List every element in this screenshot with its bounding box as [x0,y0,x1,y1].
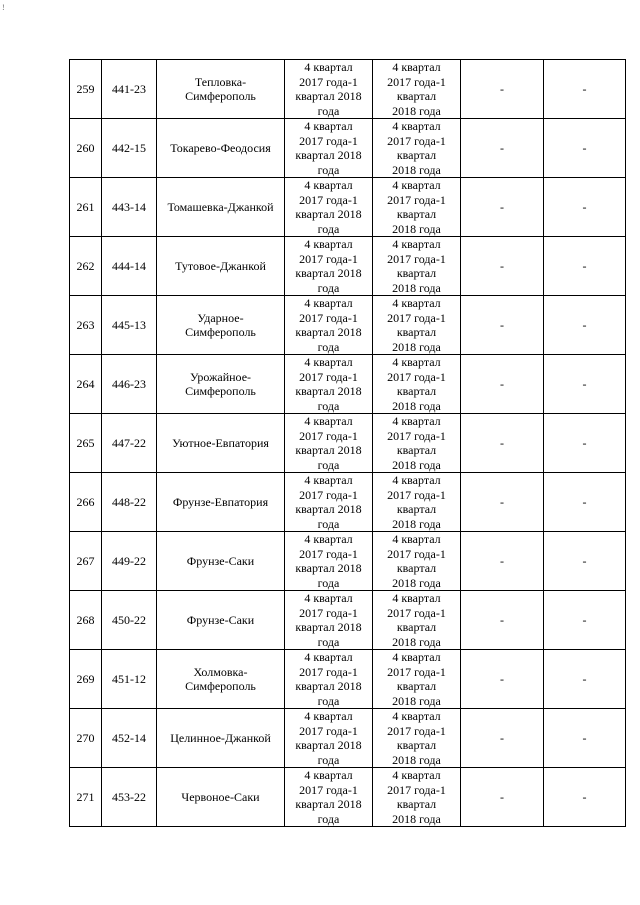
end-period-cell-line: квартал [396,620,437,634]
route-name-cell [157,768,285,827]
end-period-cell-line: 2017 года-1 [387,782,446,797]
start-period-cell [285,178,373,237]
row-number-cell: 262 [70,237,102,296]
table-row [70,650,626,709]
start-period-cell [285,414,373,473]
start-period-cell [285,237,373,296]
end-period-cell-line: 2018 года [392,634,441,649]
start-period-cell-line: 2017 года-1 [299,664,358,679]
end-period-cell-line: 2018 года [392,693,441,708]
start-period-cell-line: квартал 2018 [295,797,362,811]
table-row [70,119,626,178]
table-row [70,591,626,650]
table-row [70,473,626,532]
route-name-cell [157,60,285,119]
end-period-cell-line: 2017 года-1 [387,664,446,679]
end-period-cell [373,60,461,119]
row-number-cell: 263 [70,296,102,355]
route-code-cell: 452-14 [102,709,157,768]
column-6-cell: - [461,296,544,355]
route-code-cell: 446-23 [102,355,157,414]
end-period-cell-line: квартал [396,679,437,693]
start-period-cell [285,119,373,178]
start-period-cell [285,532,373,591]
end-period-cell-line: квартал [396,502,437,516]
column-6-cell: - [461,237,544,296]
page-margin-mark: ! [2,3,5,12]
route-name-cell-line: Тутовое-Джанкой [175,258,266,273]
end-period-cell-line: 2017 года-1 [387,369,446,384]
end-period-cell [373,119,461,178]
route-name-cell [157,414,285,473]
end-period-cell-line: 2017 года-1 [387,251,446,266]
route-name-cell [157,650,285,709]
start-period-cell-line: 4 квартал [304,768,353,782]
end-period-cell-line: квартал [396,384,437,398]
start-period-cell-line: 2017 года-1 [299,74,358,89]
end-period-cell-line: 2017 года-1 [387,723,446,738]
table-row [70,532,626,591]
route-name-cell-line: Целинное-Джанкой [170,730,271,745]
start-period-cell-line: квартал 2018 [295,384,362,398]
start-period-cell-line: 2017 года-1 [299,428,358,443]
end-period-cell-line: 2018 года [392,811,441,826]
start-period-cell-line: 2017 года-1 [299,782,358,797]
end-period-cell-line: 4 квартал [392,296,441,310]
column-6-cell: - [461,60,544,119]
start-period-cell-line: года [317,280,340,295]
route-name-cell-line: Симферополь [185,89,256,103]
end-period-cell-line: 4 квартал [392,768,441,782]
end-period-cell-line: квартал [396,325,437,339]
start-period-cell-line: года [317,457,340,472]
row-number-cell: 260 [70,119,102,178]
start-period-cell-line: года [317,516,340,531]
end-period-cell-line: 2018 года [392,575,441,590]
route-name-cell-line: Урожайное- [189,369,252,384]
end-period-cell-line: 2018 года [392,398,441,413]
column-6-cell: - [461,709,544,768]
end-period-cell-line: 4 квартал [392,414,441,428]
table-row [70,60,626,119]
table-row [70,414,626,473]
route-name-cell-line: Фрунзе-Евпатория [172,494,269,509]
end-period-cell [373,296,461,355]
route-name-cell-line: Томашевка-Джанкой [167,199,274,214]
column-7-cell: - [544,237,626,296]
column-7-cell: - [544,650,626,709]
end-period-cell-line: 2018 года [392,339,441,354]
column-7-cell: - [544,473,626,532]
end-period-cell-line: квартал [396,148,437,162]
start-period-cell-line: квартал 2018 [295,207,362,221]
row-number-cell: 259 [70,60,102,119]
route-code-cell: 450-22 [102,591,157,650]
column-7-cell: - [544,119,626,178]
column-7-cell: - [544,355,626,414]
end-period-cell-line: 2017 года-1 [387,487,446,502]
start-period-cell-line: квартал 2018 [295,266,362,280]
row-number-cell: 265 [70,414,102,473]
start-period-cell-line: 4 квартал [304,591,353,605]
route-name-cell-line: Симферополь [185,325,256,339]
start-period-cell-line: года [317,575,340,590]
end-period-cell-line: 4 квартал [392,178,441,192]
start-period-cell-line: квартал 2018 [295,620,362,634]
route-name-cell-line: Ударное- [197,310,244,325]
end-period-cell [373,178,461,237]
start-period-cell-line: квартал 2018 [295,679,362,693]
start-period-cell-line: квартал 2018 [295,148,362,162]
column-6-cell: - [461,473,544,532]
start-period-cell-line: 2017 года-1 [299,310,358,325]
route-code-cell: 447-22 [102,414,157,473]
start-period-cell [285,355,373,414]
end-period-cell-line: квартал [396,738,437,752]
column-6-cell: - [461,119,544,178]
column-7-cell: - [544,178,626,237]
start-period-cell-line: 2017 года-1 [299,251,358,266]
end-period-cell-line: квартал [396,561,437,575]
end-period-cell [373,709,461,768]
end-period-cell-line: 2018 года [392,457,441,472]
start-period-cell [285,591,373,650]
column-6-cell: - [461,414,544,473]
start-period-cell-line: года [317,634,340,649]
route-name-cell-line: Тепловка- [194,74,247,89]
start-period-cell-line: 2017 года-1 [299,487,358,502]
end-period-cell [373,650,461,709]
route-name-cell [157,237,285,296]
end-period-cell-line: 2018 года [392,162,441,177]
end-period-cell-line: 2017 года-1 [387,74,446,89]
start-period-cell [285,709,373,768]
route-name-cell-line: Симферополь [185,679,256,693]
row-number-cell: 268 [70,591,102,650]
start-period-cell-line: квартал 2018 [295,561,362,575]
start-period-cell-line: квартал 2018 [295,738,362,752]
end-period-cell-line: 4 квартал [392,650,441,664]
start-period-cell-line: 4 квартал [304,414,353,428]
start-period-cell-line: 4 квартал [304,296,353,310]
route-code-cell: 444-14 [102,237,157,296]
table-row [70,355,626,414]
start-period-cell-line: 2017 года-1 [299,605,358,620]
start-period-cell-line: 2017 года-1 [299,546,358,561]
start-period-cell [285,768,373,827]
route-code-cell: 445-13 [102,296,157,355]
route-name-cell [157,591,285,650]
end-period-cell-line: 4 квартал [392,60,441,74]
row-number-cell: 261 [70,178,102,237]
route-code-cell: 441-23 [102,60,157,119]
end-period-cell-line: 4 квартал [392,119,441,133]
route-code-cell: 442-15 [102,119,157,178]
row-number-cell: 271 [70,768,102,827]
table-row [70,296,626,355]
start-period-cell-line: 2017 года-1 [299,192,358,207]
start-period-cell-line: года [317,221,340,236]
end-period-cell [373,532,461,591]
end-period-cell-line: 2017 года-1 [387,192,446,207]
end-period-cell [373,591,461,650]
start-period-cell-line: 2017 года-1 [299,133,358,148]
row-number-cell: 270 [70,709,102,768]
start-period-cell-line: 4 квартал [304,650,353,664]
start-period-cell-line: 4 квартал [304,355,353,369]
start-period-cell-line: 4 квартал [304,178,353,192]
start-period-cell-line: 4 квартал [304,532,353,546]
start-period-cell-line: квартал 2018 [295,502,362,516]
route-name-cell [157,709,285,768]
start-period-cell-line: года [317,398,340,413]
end-period-cell-line: 2017 года-1 [387,428,446,443]
end-period-cell-line: 4 квартал [392,473,441,487]
start-period-cell-line: квартал 2018 [295,89,362,103]
end-period-cell-line: квартал [396,443,437,457]
route-name-cell [157,119,285,178]
column-6-cell: - [461,650,544,709]
column-7-cell: - [544,532,626,591]
end-period-cell-line: квартал [396,266,437,280]
end-period-cell-line: 2018 года [392,280,441,295]
column-7-cell: - [544,296,626,355]
table-row [70,178,626,237]
end-period-cell-line: 4 квартал [392,709,441,723]
end-period-cell-line: 2017 года-1 [387,605,446,620]
row-number-cell: 269 [70,650,102,709]
route-name-cell [157,473,285,532]
start-period-cell-line: 4 квартал [304,237,353,251]
end-period-cell-line: 4 квартал [392,355,441,369]
column-7-cell: - [544,60,626,119]
end-period-cell [373,414,461,473]
column-7-cell: - [544,768,626,827]
table-body [70,60,626,827]
end-period-cell [373,473,461,532]
route-name-cell-line: Червоное-Саки [181,789,260,804]
end-period-cell-line: 2018 года [392,752,441,767]
start-period-cell-line: 4 квартал [304,473,353,487]
start-period-cell [285,650,373,709]
end-period-cell [373,768,461,827]
route-name-cell [157,296,285,355]
route-name-cell-line: Токарево-Феодосия [170,140,271,155]
start-period-cell-line: 4 квартал [304,119,353,133]
route-code-cell: 448-22 [102,473,157,532]
route-code-cell: 443-14 [102,178,157,237]
end-period-cell-line: 2018 года [392,103,441,118]
end-period-cell-line: квартал [396,207,437,221]
end-period-cell [373,355,461,414]
table-row [70,237,626,296]
end-period-cell [373,237,461,296]
route-name-cell-line: Холмовка- [193,664,248,679]
row-number-cell: 266 [70,473,102,532]
route-name-cell-line: Фрунзе-Саки [186,612,255,627]
start-period-cell [285,473,373,532]
route-name-cell-line: Симферополь [185,384,256,398]
column-6-cell: - [461,355,544,414]
route-code-cell: 453-22 [102,768,157,827]
start-period-cell [285,60,373,119]
row-number-cell: 267 [70,532,102,591]
end-period-cell-line: 2017 года-1 [387,133,446,148]
end-period-cell-line: квартал [396,797,437,811]
start-period-cell-line: года [317,103,340,118]
column-6-cell: - [461,768,544,827]
route-name-cell-line: Уютное-Евпатория [172,435,269,450]
start-period-cell-line: года [317,811,340,826]
end-period-cell-line: 2018 года [392,221,441,236]
column-7-cell: - [544,591,626,650]
route-name-cell [157,532,285,591]
end-period-cell-line: 4 квартал [392,591,441,605]
column-7-cell: - [544,709,626,768]
end-period-cell-line: 4 квартал [392,532,441,546]
route-code-cell: 449-22 [102,532,157,591]
route-name-cell [157,355,285,414]
start-period-cell-line: 4 квартал [304,709,353,723]
end-period-cell-line: квартал [396,89,437,103]
end-period-cell-line: 4 квартал [392,237,441,251]
row-number-cell: 264 [70,355,102,414]
start-period-cell-line: квартал 2018 [295,443,362,457]
column-6-cell: - [461,591,544,650]
route-name-cell [157,178,285,237]
start-period-cell-line: 2017 года-1 [299,369,358,384]
table-row [70,768,626,827]
table-row [70,709,626,768]
column-6-cell: - [461,532,544,591]
start-period-cell-line: года [317,693,340,708]
end-period-cell-line: 2017 года-1 [387,546,446,561]
route-code-cell: 451-12 [102,650,157,709]
column-7-cell: - [544,414,626,473]
start-period-cell-line: года [317,162,340,177]
route-name-cell-line: Фрунзе-Саки [186,553,255,568]
start-period-cell-line: квартал 2018 [295,325,362,339]
start-period-cell-line: 4 квартал [304,60,353,74]
start-period-cell-line: 2017 года-1 [299,723,358,738]
route-schedule-table [69,59,626,827]
end-period-cell-line: 2017 года-1 [387,310,446,325]
start-period-cell-line: года [317,752,340,767]
end-period-cell-line: 2018 года [392,516,441,531]
column-6-cell: - [461,178,544,237]
start-period-cell [285,296,373,355]
start-period-cell-line: года [317,339,340,354]
